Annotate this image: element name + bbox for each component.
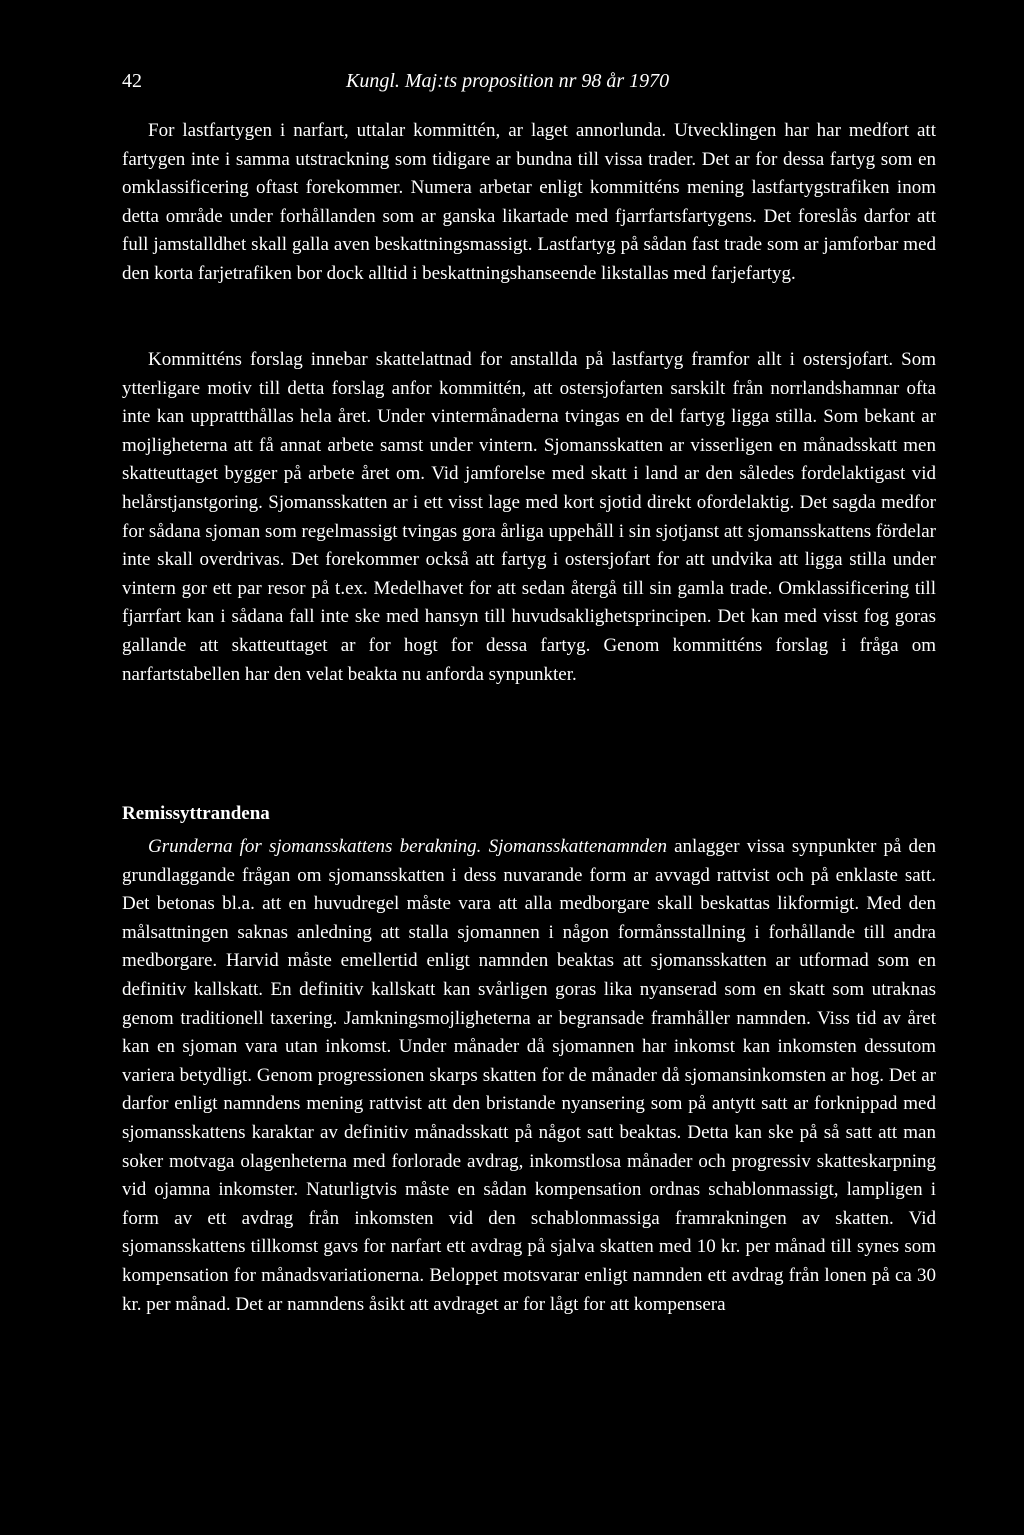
paragraph-text: anlagger vissa synpunkter på den grundlaggande frågan om sjomansskatten i dess nuvarande form ar avvagd rattvist och på enklaste satt. Det betonas bl.a. att en huvudregel måste vara att alla medborgare skall beskattas likformigt. Med den målsattningen saknas anledning att stalla sjomannen i någon formånsstallning i forhållande till andra medborgare. Harvid måste emellertid enligt namnden beaktas att sjomansskatten ar utformad som en definitiv kallskatt. En definitiv kallskatt kan svårligen goras lika nyanserad som en skatt som utraknas genom traditionell taxering. Jamkningsmojligheterna ar begransade framhåller namnden. Viss tid av året kan en sjoman vara utan inkomst. Under månader då sjomannen har inkomst kan inkomsten dessutom variera betydligt. Genom progressionen skarps skatten for de månader då sjomansinkomsten ar hog. Det ar darfor enligt namndens mening rattvist att den bristande nyansering som på antytt satt ar forknippad med sjomansskattens karaktar av definitiv månadsskatt på något satt beaktas. Detta kan ske på så satt att man soker motvaga olagenheterna med forlorade avdrag, inkomstlosa månader och progressiv skatteskarpning vid ojamna inkomster. Naturligtvis måste en sådan kompensation ordnas schablonmassigt, lampligen i form av ett avdrag från inkomsten vid den schablonmassiga framrakningen av skatten. Vid sjomansskattens tillkomst gavs for narfart ett avdrag på sjalva skatten med 10 kr. per månad till synes som kompensation for månadsvariationerna. Beloppet motsvarar enligt namnden ett avdrag från lonen på ca 30 kr. per månad. Det ar namndens åsikt att avdraget ar for lågt for att kompensera: [122, 836, 936, 1315]
paragraph: For lastfartygen i narfart, uttalar kommittén, ar laget annorlunda. Utvecklingen har har medfort att fartygen inte i samma utstrackning som tidigare ar bundna till vissa trader. Det ar for dessa fartyg som en omklassificering oftast forekommer. Numera arbetar enligt kommitténs mening lastfartygstrafiken inom detta område under forhållanden som ar ganska likartade med fjarrfartsfartygens. Det foreslås darfor att full jamstalldhet skall galla aven beskattningsmassigt. Lastfartyg på sådan fast trade som ar jamforbar med den korta farjetrafiken bor dock alltid i beskattningshanseende likstallas med farjefartyg.: [122, 120, 936, 284]
paragraph-lead-name: Sjomansskattenamnden: [488, 836, 667, 857]
paragraph: [122, 833, 936, 1319]
paragraph-lead-label: Grunderna for sjomansskattens berakning.: [148, 836, 482, 857]
page-number: 42: [122, 70, 142, 92]
paragraph-block: [122, 117, 936, 289]
section-heading: Remissyttrandena: [122, 803, 270, 824]
paragraph-block: [122, 833, 936, 1319]
page-header: [122, 66, 902, 96]
running-title: Kungl. Maj:ts proposition nr 98 år 1970: [346, 70, 670, 92]
paragraph-block: [122, 346, 936, 689]
paragraph: Kommitténs forslag innebar skattelattnad for anstallda på lastfartyg framfor allt i ostersjofart. Som ytterligare motiv till detta forslag anfor kommittén, att ostersjofarten sarskilt från norrlandshamnar ofta inte kan upprattthållas hela året. Under vintermånaderna tvingas en del fartyg ligga stilla. Som bekant ar mojligheterna att få annat arbete samst under vintern. Sjomansskatten ar visserligen en månadsskatt men skatteuttaget bygger på arbete året om. Vid jamforelse med skatt i land ar den således fordelaktigast vid helårstjanstgoring. Sjomansskatten ar i ett visst lage med kort sjotid direkt ofordelaktig. Det sagda medfor for sådana sjoman som regelmassigt tvingas gora årliga uppehåll i sin sjotjanst att sjomansskattens fördelar inte skall overdrivas. Det forekommer också att fartyg i ostersjofart for att undvika att ligga stilla under vintern gor ett par resor på t.ex. Medelhavet for att sedan återgå till sin gamla trade. Omklassificering till fjarrfart kan i sådana fall inte ske med hansyn till huvudsaklighetsprincipen. Det kan med visst fog goras gallande att skatteuttaget ar for hogt for dessa fartyg. Genom kommitténs forslag i fråga om narfartstabellen har den velat beakta nu anforda synpunkter.: [122, 349, 936, 685]
